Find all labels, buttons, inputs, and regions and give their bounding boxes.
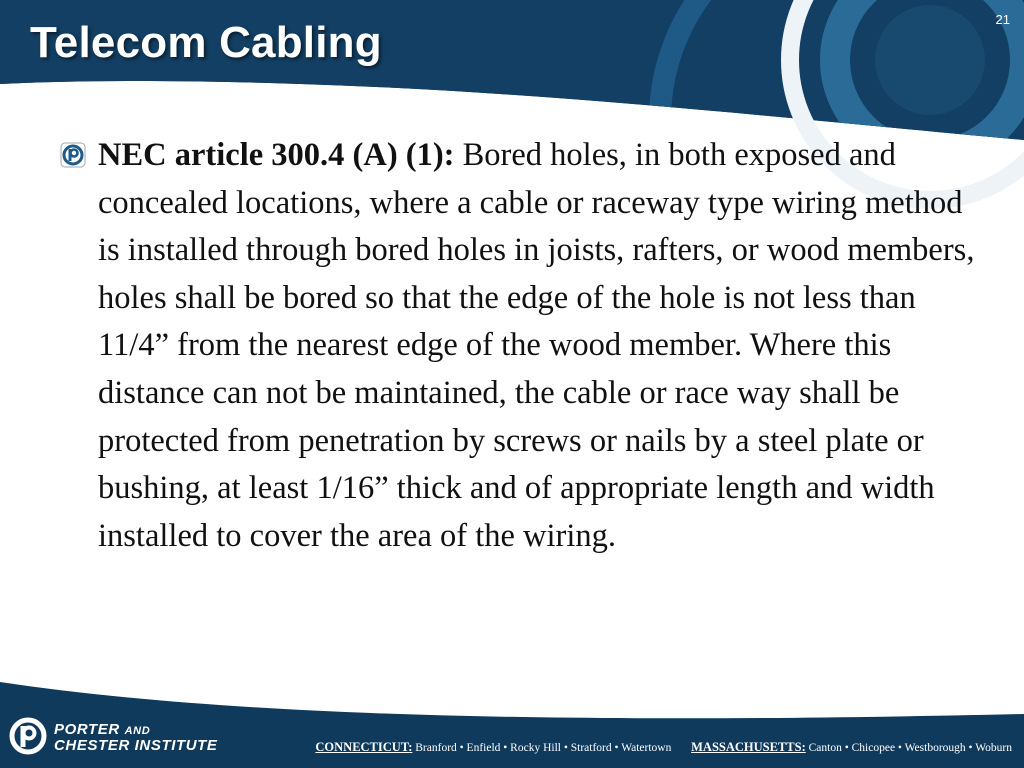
pc-logo-icon bbox=[60, 142, 86, 168]
slide-number: 21 bbox=[995, 12, 1010, 27]
bullet-text bbox=[98, 132, 990, 560]
bullet-lead: NEC article 300.4 (A) (1): bbox=[98, 137, 455, 173]
pc-logo-icon bbox=[8, 716, 48, 756]
ct-label: CONNECTICUT: bbox=[315, 740, 413, 754]
slide-body bbox=[60, 132, 990, 560]
brand-name-line1: PORTER AND bbox=[54, 721, 151, 738]
ma-cities: Canton • Chicopee • Westborough • Woburn bbox=[808, 742, 1012, 754]
ma-label: MASSACHUSETTS: bbox=[691, 740, 806, 754]
slide-title: Telecom Cabling bbox=[30, 18, 382, 67]
campus-locations bbox=[315, 740, 1012, 755]
brand-name-line2: CHESTER INSTITUTE bbox=[54, 737, 218, 754]
bullet-item bbox=[60, 132, 990, 560]
bullet-body: Bored holes, in both exposed and concealed locations, where a cable or raceway type wiring method is installed through bored holes in joists, rafters, or wood members, holes shall be bored so that the edge of the hole is not less than 11/4” from the nearest edge of the wood member. Where this distance can not be maintained, the cable or race way shall be protected from penetration by screws or nails by a steel plate or bushing, at least 1/16” thick and of appropriate length and width installed to cover the area of the wiring. bbox=[98, 137, 975, 554]
ct-cities: Branford • Enfield • Rocky Hill • Stratford • Watertown bbox=[415, 742, 672, 754]
